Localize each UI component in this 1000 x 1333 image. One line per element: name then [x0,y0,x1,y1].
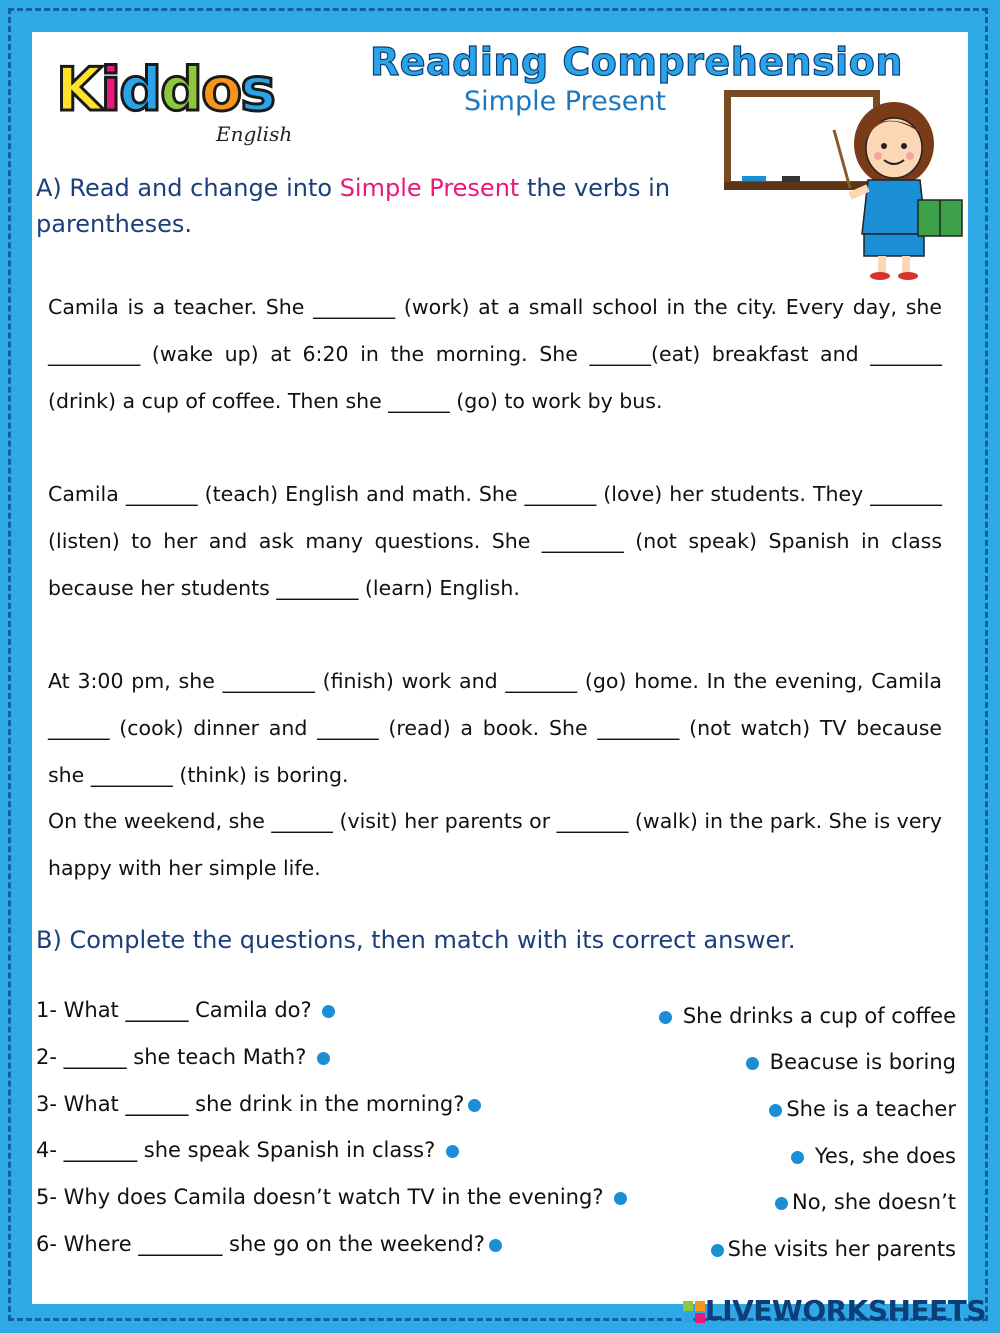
passage-paragraph: Camila is a teacher. She ________ (work) at a small school in the city. Every day, she _________ (wake up) at 6:20 in the morning. She ______(eat) breakfast and _______ (drink) a cup of coffee. Then she ______ (go) to work by bus. [48,295,942,413]
liveworksheets-icon [683,1301,705,1323]
logo-letter: d [119,55,161,125]
passage-paragraph: At 3:00 pm, she _________ (finish) work and _______ (go) home. In the evening, Camila ______ (cook) dinner and ______ (read) a book. She ________ (not watch) TV because she ________ (think) is boring. [48,669,942,787]
answer-text: Beacuse is boring [769,1050,956,1074]
passage-paragraph: On the weekend, she ______ (visit) her parents or _______ (walk) in the park. She is very happy with her simple life. [48,809,942,880]
match-dot[interactable] [711,1244,724,1257]
answer-text: No, she doesn’t [791,1190,956,1214]
page-title: Reading Comprehension [370,40,903,84]
logo-letter: s [240,55,274,125]
worksheet [32,32,968,1304]
match-dot[interactable] [322,1005,335,1018]
question-item [36,1092,485,1116]
logo-letter: i [100,55,120,125]
page-subtitle: Simple Present [464,86,667,117]
answer-item [742,1050,956,1074]
section-b-title: B) Complete the questions, then match with its correct answer. [36,926,796,954]
liveworksheets-text: LIVEWORKSHEETS [704,1294,986,1327]
question-text: 4- _______ she speak Spanish in class? [36,1138,436,1162]
question-text: 1- What ______ Camila do? [36,998,312,1022]
match-dot[interactable] [489,1239,502,1252]
match-dot[interactable] [614,1192,627,1205]
answer-item [765,1097,956,1121]
section-a-title-part: the verbs in parentheses. [36,174,671,238]
logo-wordmark [56,52,274,128]
teacher-illustration [722,84,966,280]
question-item [36,1045,334,1069]
liveworksheets-logo [683,1294,986,1327]
question-item [36,998,339,1022]
passage-paragraph: Camila _______ (teach) English and math. She _______ (love) her students. They _______ (listen) to her and ask many questions. She ________ (not speak) Spanish in class because her students ________ (learn) English. [48,482,942,600]
answer-text: Yes, she does [814,1144,956,1168]
answer-item [771,1190,956,1214]
logo-letter: K [56,55,101,125]
answer-item [707,1237,956,1261]
section-a-title [36,170,716,242]
match-dot[interactable] [468,1099,481,1112]
question-item [36,1138,463,1162]
answer-text: She drinks a cup of coffee [682,1004,956,1028]
match-dot[interactable] [317,1052,330,1065]
match-dot[interactable] [769,1104,782,1117]
whiteboard-surface [731,97,873,181]
answer-text: She is a teacher [786,1097,956,1121]
match-dot[interactable] [746,1057,759,1070]
answer-item [655,1004,956,1028]
answer-item [787,1144,956,1168]
question-text: 3- What ______ she drink in the morning? [36,1092,465,1116]
question-text: 6- Where ________ she go on the weekend? [36,1232,485,1256]
match-dot[interactable] [775,1197,788,1210]
question-item [36,1232,506,1256]
match-dot[interactable] [446,1145,459,1158]
logo-letter: o [200,55,241,125]
question-item [36,1185,631,1209]
match-dot[interactable] [791,1151,804,1164]
section-a-title-highlight: Simple Present [339,174,520,202]
kiddos-logo [56,52,306,152]
logo-letter: d [160,55,201,125]
answer-text: She visits her parents [727,1237,956,1261]
match-dot[interactable] [659,1011,672,1024]
section-a-title-part: A) Read and change into [36,174,340,202]
question-text: 5- Why does Camila doesn’t watch TV in the evening? [36,1185,604,1209]
logo-subtitle: English [216,122,293,146]
question-text: 2- ______ she teach Math? [36,1045,307,1069]
